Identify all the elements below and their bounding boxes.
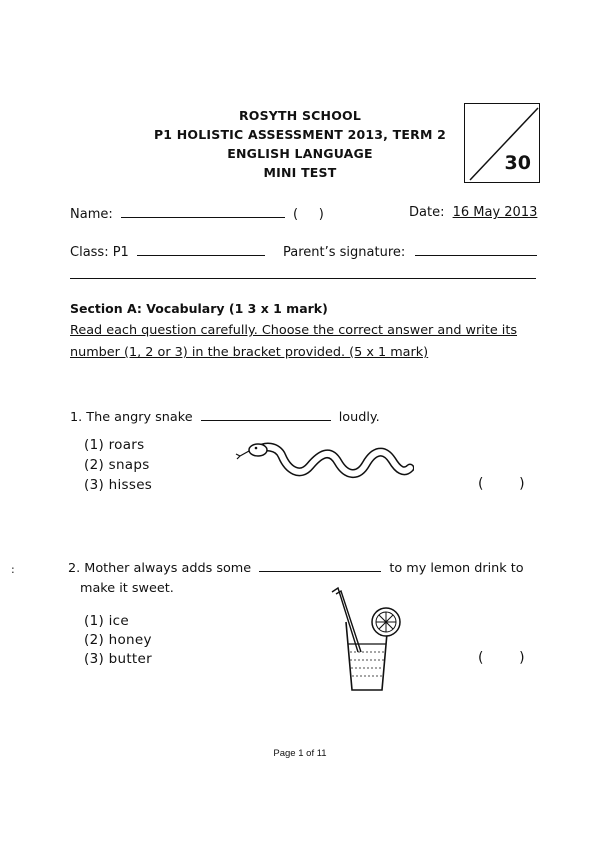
question-2-text-line2: make it sweet. — [80, 581, 174, 596]
parent-row — [283, 243, 537, 260]
name-field[interactable] — [121, 205, 285, 218]
score-total: 30 — [504, 152, 531, 174]
question-2-option-3: (3) butter — [84, 651, 152, 667]
section-a-instruction-1: Read each question carefully. Choose the correct answer and write its — [70, 323, 518, 338]
school-name: ROSYTH SCHOOL — [238, 108, 362, 123]
question-1-option-1: (1) roars — [84, 437, 145, 453]
question-1-answer-bracket[interactable]: ( ) — [478, 476, 525, 492]
question-1-before: 1. The angry snake — [70, 410, 193, 425]
question-2-answer-bracket[interactable]: ( ) — [478, 650, 525, 666]
question-1-text — [70, 408, 380, 425]
assessment-title: P1 HOLISTIC ASSESSMENT 2013, TERM 2 — [153, 127, 447, 142]
question-1-option-2: (2) snaps — [84, 457, 150, 473]
question-2-text — [68, 559, 524, 576]
header-divider — [70, 278, 536, 279]
class-field[interactable] — [137, 243, 265, 256]
section-a-title: Section A: Vocabulary (1 3 x 1 mark) — [70, 301, 328, 316]
name-row — [70, 205, 324, 222]
question-1-after: loudly. — [338, 410, 380, 425]
test-title: MINI TEST — [263, 165, 337, 180]
question-2-after: to my lemon drink to — [389, 561, 524, 576]
question-2-blank[interactable] — [259, 559, 381, 572]
date-label: Date: — [409, 205, 445, 220]
margin-mark: : — [11, 563, 15, 576]
page-number: Page 1 of 11 — [273, 748, 327, 759]
parent-signature-label: Parent’s signature: — [283, 245, 406, 260]
question-2-option-2: (2) honey — [84, 632, 152, 648]
date-value: 16 May 2013 — [452, 205, 538, 220]
subject-title: ENGLISH LANGUAGE — [227, 146, 373, 161]
question-1-blank[interactable] — [201, 408, 331, 421]
name-label: Name: — [70, 207, 113, 222]
question-2-before: 2. Mother always adds some — [68, 561, 252, 576]
lemon-drink-illustration — [328, 586, 408, 694]
question-1-option-3: (3) hisses — [84, 477, 153, 493]
class-row — [70, 243, 265, 260]
parent-signature-field[interactable] — [415, 243, 537, 256]
name-bracket: ( ) — [293, 207, 324, 222]
score-box — [464, 103, 540, 183]
class-label: Class: P1 — [70, 245, 129, 260]
section-a-instruction-2: number (1, 2 or 3) in the bracket provided. (5 x 1 mark) — [70, 345, 429, 360]
snake-illustration — [234, 434, 414, 490]
date-row — [409, 205, 537, 220]
question-2-option-1: (1) ice — [84, 613, 129, 629]
